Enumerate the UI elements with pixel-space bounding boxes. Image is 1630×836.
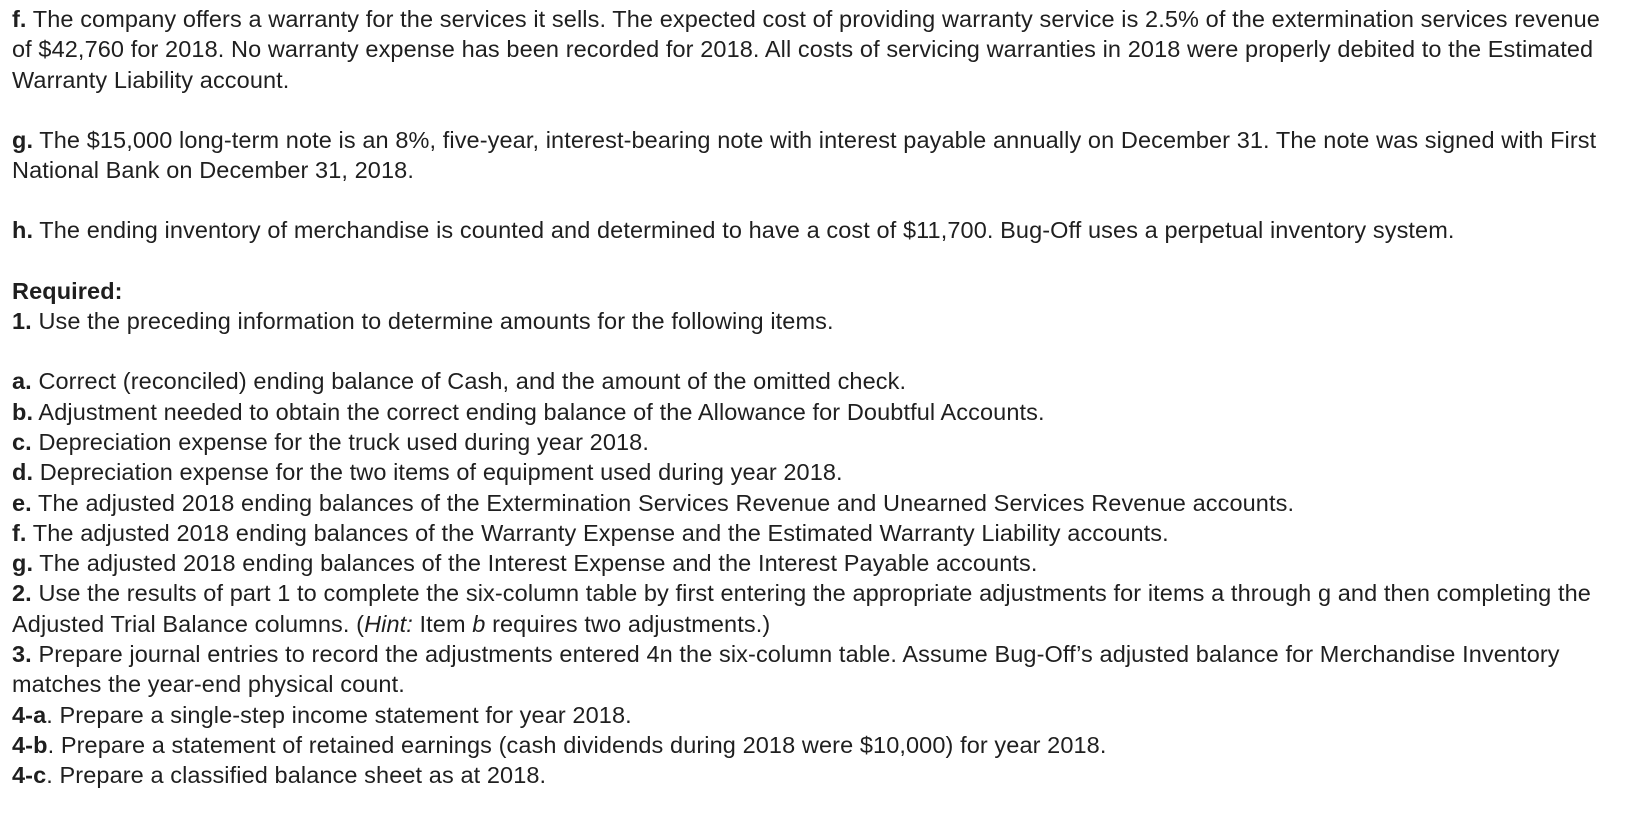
- required-item-4b-text: . Prepare a statement of retained earnings (cash dividends during 2018 were $10,000) for year 2018.: [47, 731, 1107, 758]
- subitem-b-label: b.: [12, 398, 34, 425]
- required-item-3: [12, 639, 1612, 700]
- required-item-2-label: 2.: [12, 580, 32, 607]
- subitem-f-label: f.: [12, 519, 27, 546]
- required-item-2-text-middle: Item: [412, 610, 473, 637]
- required-item-4c: [12, 760, 1612, 790]
- subitem-g: [12, 548, 1612, 578]
- subitem-g-label: g.: [12, 550, 34, 577]
- required-item-4b-label: 4-b: [12, 731, 48, 758]
- subitem-b: [12, 397, 1612, 427]
- paragraph-g: [12, 125, 1612, 186]
- subitem-a-label: a.: [12, 368, 32, 395]
- paragraph-g-label: g.: [12, 126, 34, 153]
- hint-word: Hint:: [364, 610, 413, 637]
- subitem-a: [12, 366, 1612, 396]
- required-item-1: [12, 306, 1612, 336]
- paragraph-h-label: h.: [12, 217, 34, 244]
- subitem-b-text: Adjustment needed to obtain the correct ending balance of the Allowance for Doubtful Accounts.: [33, 398, 1045, 425]
- required-item-3-text: Prepare journal entries to record the adjustments entered 4n the six-column table. Assume Bug-Off’s adjusted balance for Merchandise Inventory matches the year-end physical count.: [12, 641, 1560, 698]
- paragraph-g-text: The $15,000 long-term note is an 8%, five-year, interest-bearing note with interest payable annually on December 31. The note was signed with First National Bank on December 31, 2018.: [12, 126, 1597, 184]
- subitem-e: [12, 488, 1612, 518]
- subitem-a-text: Correct (reconciled) ending balance of Cash, and the amount of the omitted check.: [31, 368, 907, 395]
- subitem-f: [12, 518, 1612, 548]
- paragraph-h-text: The ending inventory of merchandise is counted and determined to have a cost of $11,700. Bug-Off uses a perpetual inventory system.: [33, 217, 1455, 244]
- subitem-d-text: Depreciation expense for the two items of equipment used during year 2018.: [33, 459, 843, 486]
- required-item-2-text-before: Use the results of part 1 to complete the six-column table by first entering the appropriate adjustments for items a through g and then completing the Adjusted Trial Balance columns. (: [12, 580, 1591, 637]
- required-item-2-text-after: requires two adjustments.): [485, 610, 771, 637]
- required-item-4c-text: . Prepare a classified balance sheet as at 2018.: [46, 762, 547, 789]
- paragraph-f-text: The company offers a warranty for the services it sells. The expected cost of providing warranty service is 2.5% of the extermination services revenue of $42,760 for 2018. No warranty expense has been recorded for 2018. All costs of servicing warranties in 2018 were properly debited to the Estimated Warranty Liability account.: [12, 6, 1600, 93]
- required-item-1-label: 1.: [12, 308, 32, 335]
- required-item-4c-label: 4-c: [12, 762, 47, 789]
- required-item-4a: [12, 700, 1612, 730]
- subitem-e-label: e.: [12, 489, 32, 516]
- paragraph-h: [12, 215, 1612, 245]
- paragraph-f-label: f.: [12, 6, 27, 32]
- document-body: [12, 4, 1612, 791]
- item-letter: b: [472, 610, 486, 637]
- required-item-3-label: 3.: [12, 641, 32, 668]
- subitem-g-text: The adjusted 2018 ending balances of the Interest Expense and the Interest Payable accounts.: [33, 550, 1038, 577]
- required-item-4a-text: . Prepare a single-step income statement for year 2018.: [46, 701, 632, 728]
- required-heading: Required:: [12, 277, 123, 304]
- subitem-e-text: The adjusted 2018 ending balances of the Extermination Services Revenue and Unearned Services Revenue accounts.: [31, 489, 1295, 516]
- required-item-4a-label: 4-a: [12, 701, 47, 728]
- required-item-1-text: Use the preceding information to determine amounts for the following items.: [31, 308, 834, 335]
- required-item-2: [12, 578, 1612, 639]
- subitem-d: [12, 457, 1612, 487]
- paragraph-f: [12, 4, 1612, 95]
- subitem-f-text: The adjusted 2018 ending balances of the Warranty Expense and the Estimated Warranty Liability accounts.: [26, 519, 1169, 546]
- required-item-4b: [12, 730, 1612, 760]
- subitem-c: [12, 427, 1612, 457]
- subitem-c-label: c.: [12, 428, 32, 455]
- subitem-c-text: Depreciation expense for the truck used during year 2018.: [31, 428, 649, 455]
- subitem-d-label: d.: [12, 459, 34, 486]
